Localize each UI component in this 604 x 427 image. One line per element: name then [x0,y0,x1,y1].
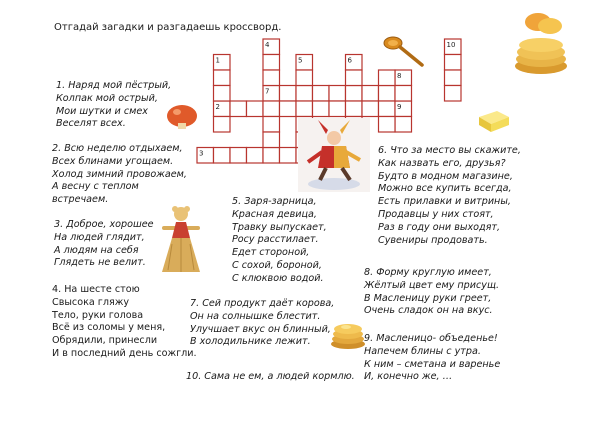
riddle-line: встречаем. [52,194,109,206]
riddle-5 [232,196,327,286]
pancake-stack-icon [330,318,366,350]
spoon-icon [382,34,424,68]
riddle-line: Будто в модном магазине, [378,170,513,182]
crossword-cell[interactable] [214,117,231,133]
straw-doll-icon [158,204,204,274]
riddle-line: Росу расстилает. [232,234,319,246]
riddle-8 [364,267,499,318]
riddle-line: С клюквою водой. [232,272,324,284]
crossword-cell[interactable] [214,148,231,164]
crossword-cell[interactable] [379,101,396,117]
riddle-line: Раз в году они выходят, [378,221,501,233]
crossword-cell[interactable] [329,101,346,117]
riddle-line: В Масленицу руки греет, [364,292,492,304]
riddle-line: А весну с теплом [52,181,139,193]
mushroom-icon [164,101,200,131]
riddle-line: Сувениры продовать. [378,234,488,246]
crossword-number: 9 [397,103,402,111]
riddle-line: На людей глядит, [54,231,145,243]
riddle-line: 2. Всю неделю отдыхаем, [52,143,183,154]
riddle-line: И, конечно же, … [364,371,453,383]
riddle-3 [54,219,154,270]
crossword-cell[interactable] [313,86,330,102]
crossword-number: 1 [215,56,220,65]
riddle-line: 5. Заря-зарница, [232,196,317,207]
crossword-number: 3 [199,149,204,158]
crossword-cell[interactable] [263,148,280,164]
crossword-cell[interactable] [346,101,363,117]
crossword-cell[interactable] [296,70,313,86]
riddle-10 [186,371,355,384]
riddle-line: Продавцы у них стоят, [378,208,494,220]
riddle-line: А людям на себя [54,244,139,256]
riddle-line: 10. Сама не ем, а людей кормлю. [186,371,355,382]
riddle-line: Тело, руки голова [52,309,144,321]
riddle-line: 3. Доброе, хорошее [54,219,154,230]
crossword-cell[interactable] [247,101,264,117]
riddle-line: 4. На шесте стою [52,284,140,295]
crossword-cell[interactable] [263,101,280,117]
crossword-number: 10 [446,41,456,49]
butter-icon [475,107,511,133]
riddle-line: Красная девица, [232,208,317,220]
crossword-cell[interactable] [395,117,412,133]
crossword-number: 7 [265,87,270,96]
crossword-cell[interactable] [346,70,363,86]
riddle-1 [56,80,171,131]
crossword-cell[interactable] [296,86,313,102]
crossword-cell[interactable] [395,86,412,102]
riddle-line: 7. Сей продукт даёт корова, [190,298,335,309]
jester-icon [298,118,370,192]
crossword-cell[interactable] [379,86,396,102]
crossword-number: 5 [298,56,303,65]
riddle-4 [52,284,197,361]
crossword-cell[interactable] [263,55,280,71]
riddle-line: Как назвать его, друзья? [378,157,506,169]
crossword-number: 2 [215,103,220,111]
crossword-cell[interactable] [263,132,280,148]
riddle-line: Улучшает вкус он блинный, [190,323,331,335]
riddle-line: Очень сладок он на вкус. [364,305,493,317]
riddle-line: Веселят всех. [56,118,126,130]
riddle-line: С сохой, бороной, [232,259,322,271]
riddle-line: Есть прилавки и витрины, [378,196,511,208]
riddle-line: Едет стороной, [232,247,310,259]
crossword-cell[interactable] [379,117,396,133]
riddle-line: Свысока гляжу [52,296,130,308]
crossword-number: 8 [397,72,402,80]
crossword-cell[interactable] [346,86,363,102]
crossword-cell[interactable] [263,70,280,86]
riddle-line: 9. Масленицо- объеденье! [364,333,498,344]
crossword-cell[interactable] [445,86,462,102]
crossword-cell[interactable] [445,55,462,71]
riddle-line: И в последний день сожгли. [52,347,197,359]
crossword-cell[interactable] [362,101,379,117]
riddle-line: Холод зимний провожаем, [52,168,187,180]
riddle-6 [378,145,521,247]
riddle-line: В холодильнике лежит. [190,336,311,348]
riddle-line: Напечем блины с утра. [364,345,481,357]
crossword-number: 6 [347,56,352,65]
crossword-cell[interactable] [230,148,247,164]
crossword-cell[interactable] [362,86,379,102]
riddle-2 [52,143,187,207]
riddle-line: Глядеть не велит. [54,257,146,269]
riddle-line: 6. Что за место вы скажите, [378,145,521,156]
riddle-line: Колпак мой острый, [56,92,158,104]
riddle-line: Можно все купить всегда, [378,183,512,195]
riddle-9 [364,333,500,384]
crossword-number: 4 [265,41,270,49]
crossword-cell[interactable] [214,86,231,102]
riddle-line: Жёлтый цвет ему присущ. [364,279,500,291]
crossword-cell[interactable] [329,86,346,102]
riddle-line: Он на солнышке блестит. [190,310,321,322]
riddle-line: 1. Наряд мой пёстрый, [56,80,172,91]
riddle-line: Всё из соломы у меня, [52,322,166,334]
crossword-cell[interactable] [280,148,297,164]
riddle-line: Травку выпускает, [232,221,327,233]
crossword-cell[interactable] [379,70,396,86]
crossword-cell[interactable] [296,101,313,117]
crossword-cell[interactable] [214,70,231,86]
crossword-cell[interactable] [247,148,264,164]
crossword-cell[interactable] [230,101,247,117]
pancakes-icon [512,8,570,78]
page-title: Отгадай загадки и разгадаешь кроссворд. [54,22,282,33]
riddle-line: 8. Форму круглую имеет, [364,267,492,278]
riddle-line: К ним – сметана и варенье [364,358,501,370]
crossword-cell[interactable] [445,70,462,86]
riddle-line: Мои шутки и смех [56,105,148,117]
riddle-7 [190,298,334,349]
crossword-cell[interactable] [280,86,297,102]
crossword-cell[interactable] [280,101,297,117]
riddle-line: Обрядили, принесли [52,335,158,347]
crossword-cell[interactable] [263,117,280,133]
riddle-line: Всех блинами угощаем. [52,155,174,167]
crossword-cell[interactable] [313,101,330,117]
